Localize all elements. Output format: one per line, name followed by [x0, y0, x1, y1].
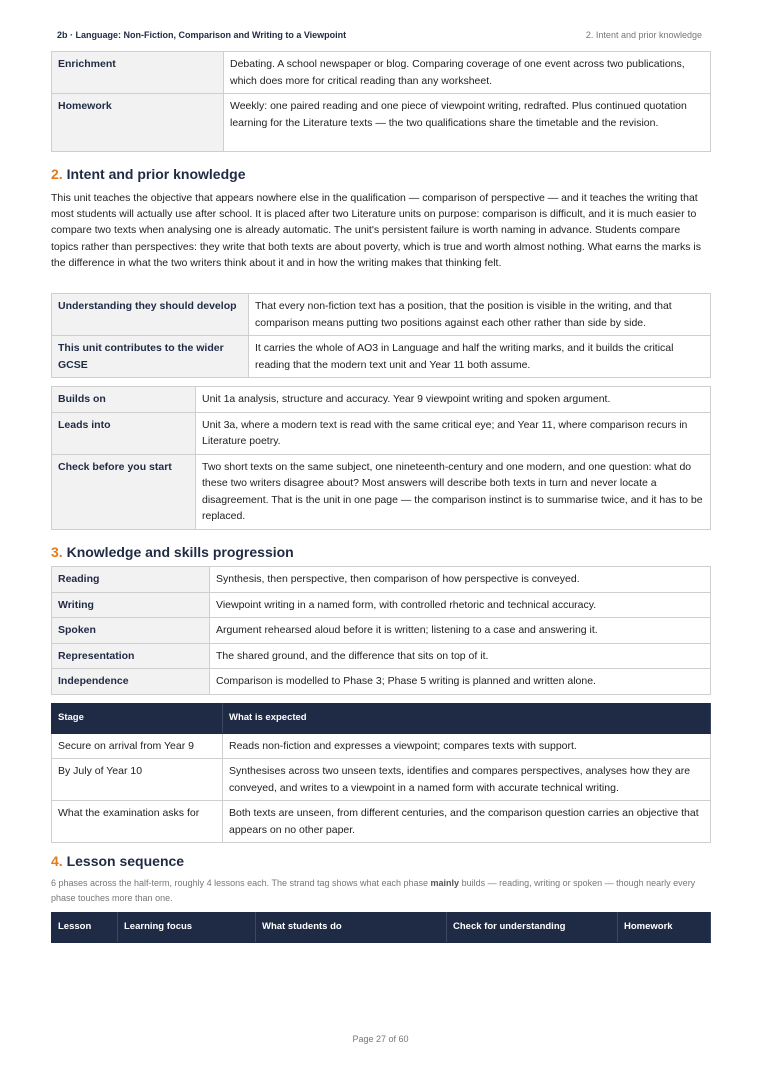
row-label: This unit contributes to the wider GCSE	[52, 336, 249, 378]
section-number: 4.	[51, 853, 63, 869]
row-label: Reading	[52, 567, 210, 593]
row-value: It carries the whole of AO3 in Language and half the writing marks, and it builds the critical reading that the modern text unit and Year 11 both assume.	[249, 336, 711, 378]
table-row	[52, 801, 711, 843]
note-emphasis: mainly	[430, 878, 460, 888]
row-value: Unit 3a, where a modern text is read with the same critical eye; and Year 11, where comparison recurs in Literature poetry.	[196, 412, 711, 454]
section-heading-lesson-sequence	[51, 852, 184, 870]
column-header-homework: Homework	[618, 913, 711, 943]
lesson-sequence-note	[51, 876, 710, 906]
row-value: The shared ground, and the difference that sits on top of it.	[210, 643, 711, 669]
row-label: Builds on	[52, 387, 196, 413]
column-header-check-for-understanding: Check for understanding	[447, 913, 618, 943]
table-row	[52, 336, 711, 378]
table-row	[52, 618, 711, 644]
row-label: Enrichment	[52, 52, 224, 94]
row-value: Unit 1a analysis, structure and accuracy. Year 9 viewpoint writing and spoken argument.	[196, 387, 711, 413]
section-heading-progression	[51, 543, 294, 561]
row-label: Spoken	[52, 618, 210, 644]
enrichment-homework-table	[51, 51, 711, 152]
row-value: Debating. A school newspaper or blog. Comparing coverage of one event across two publications, which does more for critical reading than any worksheet.	[224, 52, 711, 94]
table-row	[52, 294, 711, 336]
expected-cell: Synthesises across two unseen texts, identifies and compares perspectives, analyses how they are conveyed, and writes to a viewpoint in a named form with accurate technical writing.	[223, 759, 711, 801]
row-value: Weekly: one paired reading and one piece of viewpoint writing, redrafted. Plus continued quotation learning for the Literature texts — the two qualifications share the timetable and the revision.	[224, 94, 711, 152]
table-row	[52, 759, 711, 801]
table-row	[52, 643, 711, 669]
note-text: 6 phases across the half-term, roughly 4 lessons each. The strand tag shows what each phase	[51, 878, 431, 888]
column-header-learning-focus: Learning focus	[118, 913, 256, 943]
row-label: Check before you start	[52, 454, 196, 529]
table-header-row	[52, 913, 711, 943]
row-label: Leads into	[52, 412, 196, 454]
column-header-what-students-do: What students do	[256, 913, 447, 943]
table-row	[52, 94, 711, 152]
row-value: Comparison is modelled to Phase 3; Phase 5 writing is planned and written alone.	[210, 669, 711, 695]
stage-cell: By July of Year 10	[52, 759, 223, 801]
row-label: Writing	[52, 592, 210, 618]
page-number: Page 27 of 60	[352, 1034, 409, 1044]
table-row	[52, 387, 711, 413]
intent-paragraph: This unit teaches the objective that appears nowhere else in the qualification — comparison of perspective — and it teaches the writing that most students will actually use after school. It is placed after two Literature units on purpose: comparison is difficult, and it is much easier to compare two texts when analysing one is already automatic. The unit's persistent failure is worth naming in advance. Students compare topics rather than perspectives: they write that both texts are about poverty, which is true and worth almost nothing. What earns the marks is the difference in what the two writers think about it and in how the writing makes that thinking felt.	[51, 192, 701, 269]
row-label: Representation	[52, 643, 210, 669]
header-unit-title: 2b · Language: Non-Fiction, Comparison and Writing to a Viewpoint	[57, 30, 347, 40]
section-title: Intent and prior knowledge	[66, 166, 246, 182]
row-label: Understanding they should develop	[52, 294, 249, 336]
note-text: builds — reading, writing or spoken — though nearly every phase touches more than one.	[51, 878, 696, 903]
row-value: Viewpoint writing in a named form, with controlled rhetoric and technical accuracy.	[210, 592, 711, 618]
table-row	[52, 567, 711, 593]
stage-cell: What the examination asks for	[52, 801, 223, 843]
table-header-row	[52, 704, 711, 734]
section-title: Lesson sequence	[66, 853, 185, 869]
row-value: Two short texts on the same subject, one nineteenth-century and one modern, and one question: what do these two writers disagree about? Most answers will describe both texts in turn and never locate a disagreement. That is the unit in one page — the comparison instinct is to summarise twice, and it has to be replaced.	[196, 454, 711, 529]
table-row	[52, 52, 711, 94]
strands-table	[51, 566, 711, 695]
stages-table	[51, 703, 711, 843]
row-label: Independence	[52, 669, 210, 695]
column-header: Stage	[52, 704, 223, 734]
expected-cell: Both texts are unseen, from different centuries, and the comparison question carries an objective that appears on no other paper.	[223, 801, 711, 843]
table-row	[52, 669, 711, 695]
row-value: Synthesis, then perspective, then comparison of how perspective is conveyed.	[210, 567, 711, 593]
table-row	[52, 733, 711, 759]
column-header-lesson: Lesson	[52, 913, 118, 943]
row-label: Homework	[52, 94, 224, 152]
table-row	[52, 412, 711, 454]
section-title: Knowledge and skills progression	[66, 544, 294, 560]
section-heading-intent	[51, 165, 245, 183]
table-row	[52, 592, 711, 618]
stage-cell: Secure on arrival from Year 9	[52, 733, 223, 759]
builds-on-table	[51, 386, 711, 530]
column-header: What is expected	[223, 704, 711, 734]
row-value: That every non-fiction text has a position, that the position is visible in the writing, and that comparison means putting two positions against each other rather than side by side.	[249, 294, 711, 336]
section-number: 2.	[51, 166, 63, 182]
expected-cell: Reads non-fiction and expresses a viewpoint; compares texts with support.	[223, 733, 711, 759]
running-header	[51, 29, 710, 41]
section-number: 3.	[51, 544, 63, 560]
lesson-sequence-table	[51, 912, 711, 943]
row-value: Argument rehearsed aloud before it is written; listening to a case and answering it.	[210, 618, 711, 644]
understanding-table	[51, 293, 711, 378]
table-row	[52, 454, 711, 529]
header-section-title: 2. Intent and prior knowledge	[585, 30, 702, 40]
